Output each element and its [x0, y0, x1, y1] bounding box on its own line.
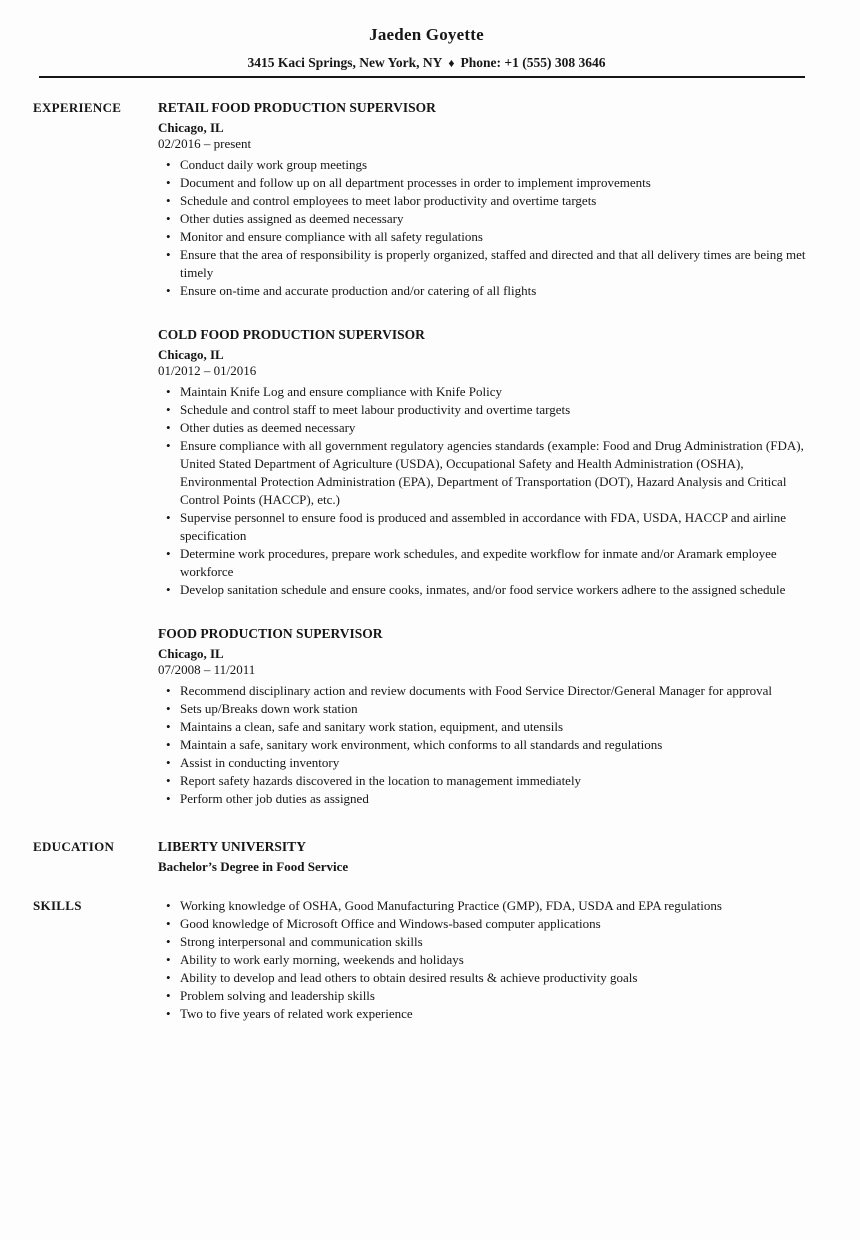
school-name: LIBERTY UNIVERSITY	[158, 839, 306, 854]
list-item	[158, 401, 820, 419]
bullet-icon: •	[166, 193, 171, 208]
bullet-icon: •	[166, 952, 171, 967]
list-item	[158, 246, 820, 282]
bullet-icon: •	[166, 773, 171, 788]
list-item	[158, 772, 820, 790]
list-item	[158, 790, 820, 808]
list-item	[158, 915, 820, 933]
list-item	[158, 383, 820, 401]
skills-bullet-list	[158, 897, 820, 1023]
bullet-icon: •	[166, 755, 171, 770]
job-bullet-list	[158, 682, 820, 808]
experience-section	[33, 99, 820, 808]
list-item	[158, 419, 820, 437]
list-item	[158, 174, 820, 192]
bullet-text: Supervise personnel to ensure food is produced and assembled in accordance with FDA, USDA, HACCP and airline specification	[180, 510, 787, 543]
list-item	[158, 192, 820, 210]
bullet-icon: •	[166, 1006, 171, 1021]
list-item	[158, 682, 820, 700]
bullet-icon: •	[166, 546, 171, 561]
job-dates: 07/2008 – 11/2011	[158, 662, 256, 677]
list-item	[158, 509, 820, 545]
bullet-text: Schedule and control employees to meet labor productivity and overtime targets	[180, 193, 597, 208]
job-bullet-list	[158, 383, 820, 599]
bullet-icon: •	[166, 229, 171, 244]
skills-label: SKILLS	[33, 898, 82, 913]
bullet-text: Conduct daily work group meetings	[180, 157, 368, 172]
bullet-icon: •	[166, 683, 171, 698]
bullet-icon: •	[166, 898, 171, 913]
bullet-text: Maintain a safe, sanitary work environment, which conforms to all standards and regulations	[180, 737, 663, 752]
bullet-text: Ability to work early morning, weekends and holidays	[180, 952, 464, 967]
experience-body	[158, 99, 820, 808]
list-item	[158, 754, 820, 772]
job-entry-retail	[158, 99, 820, 300]
job-title: FOOD PRODUCTION SUPERVISOR	[158, 626, 383, 641]
bullet-text: Ensure compliance with all government regulatory agencies standards (example: Food and Drug Administration (FDA), United Stated Department of Agriculture (USDA), Occupational Safety and Health Administration (OSHA), Environmental Protection Administration (EPA), Department of Transportation (DOT), Hazard Analysis and Critical Control Points (HACCP), etc.)	[180, 438, 804, 507]
bullet-icon: •	[166, 916, 171, 931]
bullet-icon: •	[166, 791, 171, 806]
bullet-text: Report safety hazards discovered in the location to management immediately	[180, 773, 582, 788]
list-item	[158, 210, 820, 228]
bullet-icon: •	[166, 737, 171, 752]
bullet-text: Ensure that the area of responsibility is properly organized, staffed and directed and that all delivery times are being met timely	[180, 247, 806, 280]
bullet-icon: •	[166, 384, 171, 399]
list-item	[158, 933, 820, 951]
bullet-text: Strong interpersonal and communication skills	[180, 934, 423, 949]
diamond-icon: ♦	[448, 56, 455, 70]
bullet-icon: •	[166, 934, 171, 949]
bullet-icon: •	[166, 438, 171, 453]
bullet-text: Determine work procedures, prepare work schedules, and expedite workflow for inmate and/or Aramark employee workforce	[180, 546, 777, 579]
list-item	[158, 282, 820, 300]
bullet-icon: •	[166, 211, 171, 226]
list-item	[158, 718, 820, 736]
degree-name: Bachelor’s Degree in Food Service	[158, 859, 349, 874]
job-entry-food-production	[158, 625, 820, 808]
bullet-text: Monitor and ensure compliance with all safety regulations	[180, 229, 483, 244]
bullet-text: Maintain Knife Log and ensure compliance with Knife Policy	[180, 384, 503, 399]
education-section	[33, 838, 820, 876]
job-title: RETAIL FOOD PRODUCTION SUPERVISOR	[158, 100, 436, 115]
bullet-icon: •	[166, 970, 171, 985]
list-item	[158, 700, 820, 718]
candidate-name: Jaeden Goyette	[369, 25, 484, 44]
bullet-text: Recommend disciplinary action and review documents with Food Service Director/General Manager for approval	[180, 683, 773, 698]
list-item	[158, 951, 820, 969]
bullet-icon: •	[166, 283, 171, 298]
bullet-icon: •	[166, 582, 171, 597]
job-title: COLD FOOD PRODUCTION SUPERVISOR	[158, 327, 425, 342]
header-divider	[39, 76, 805, 78]
bullet-text: Working knowledge of OSHA, Good Manufacturing Practice (GMP), FDA, USDA and EPA regulations	[180, 898, 722, 913]
list-item	[158, 897, 820, 915]
bullet-icon: •	[166, 175, 171, 190]
contact-phone: Phone: +1 (555) 308 3646	[460, 55, 606, 70]
bullet-icon: •	[166, 402, 171, 417]
bullet-text: Sets up/Breaks down work station	[180, 701, 358, 716]
job-location: Chicago, IL	[158, 347, 224, 362]
skills-body	[158, 897, 820, 1023]
list-item	[158, 581, 820, 599]
contact-line	[33, 55, 820, 71]
list-item	[158, 987, 820, 1005]
job-dates: 01/2012 – 01/2016	[158, 363, 257, 378]
list-item	[158, 228, 820, 246]
bullet-icon: •	[166, 719, 171, 734]
bullet-text: Ability to develop and lead others to obtain desired results & achieve productivity goals	[180, 970, 638, 985]
bullet-icon: •	[166, 701, 171, 716]
job-location: Chicago, IL	[158, 646, 224, 661]
bullet-text: Maintains a clean, safe and sanitary work station, equipment, and utensils	[180, 719, 564, 734]
bullet-text: Schedule and control staff to meet labour productivity and overtime targets	[180, 402, 571, 417]
education-body	[158, 838, 820, 876]
bullet-text: Other duties as deemed necessary	[180, 420, 356, 435]
bullet-icon: •	[166, 988, 171, 1003]
resume-header	[33, 25, 820, 78]
job-location: Chicago, IL	[158, 120, 224, 135]
job-entry-cold-food	[158, 326, 820, 599]
experience-label: EXPERIENCE	[33, 100, 122, 115]
list-item	[158, 1005, 820, 1023]
bullet-text: Ensure on-time and accurate production and/or catering of all flights	[180, 283, 537, 298]
bullet-text: Two to five years of related work experience	[180, 1006, 413, 1021]
bullet-text: Document and follow up on all department processes in order to implement improvements	[180, 175, 651, 190]
list-item	[158, 969, 820, 987]
bullet-text: Problem solving and leadership skills	[180, 988, 375, 1003]
bullet-icon: •	[166, 420, 171, 435]
list-item	[158, 437, 820, 509]
list-item	[158, 156, 820, 174]
bullet-icon: •	[166, 510, 171, 525]
bullet-text: Good knowledge of Microsoft Office and Windows-based computer applications	[180, 916, 601, 931]
education-label: EDUCATION	[33, 839, 115, 854]
job-bullet-list	[158, 156, 820, 300]
bullet-icon: •	[166, 247, 171, 262]
bullet-text: Assist in conducting inventory	[180, 755, 340, 770]
bullet-icon: •	[166, 157, 171, 172]
contact-address: 3415 Kaci Springs, New York, NY	[247, 55, 443, 70]
skills-section	[33, 897, 820, 1023]
bullet-text: Other duties assigned as deemed necessary	[180, 211, 404, 226]
job-dates: 02/2016 – present	[158, 136, 252, 151]
bullet-text: Perform other job duties as assigned	[180, 791, 369, 806]
bullet-text: Develop sanitation schedule and ensure cooks, inmates, and/or food service workers adhere to the assigned schedule	[180, 582, 786, 597]
list-item	[158, 736, 820, 754]
list-item	[158, 545, 820, 581]
